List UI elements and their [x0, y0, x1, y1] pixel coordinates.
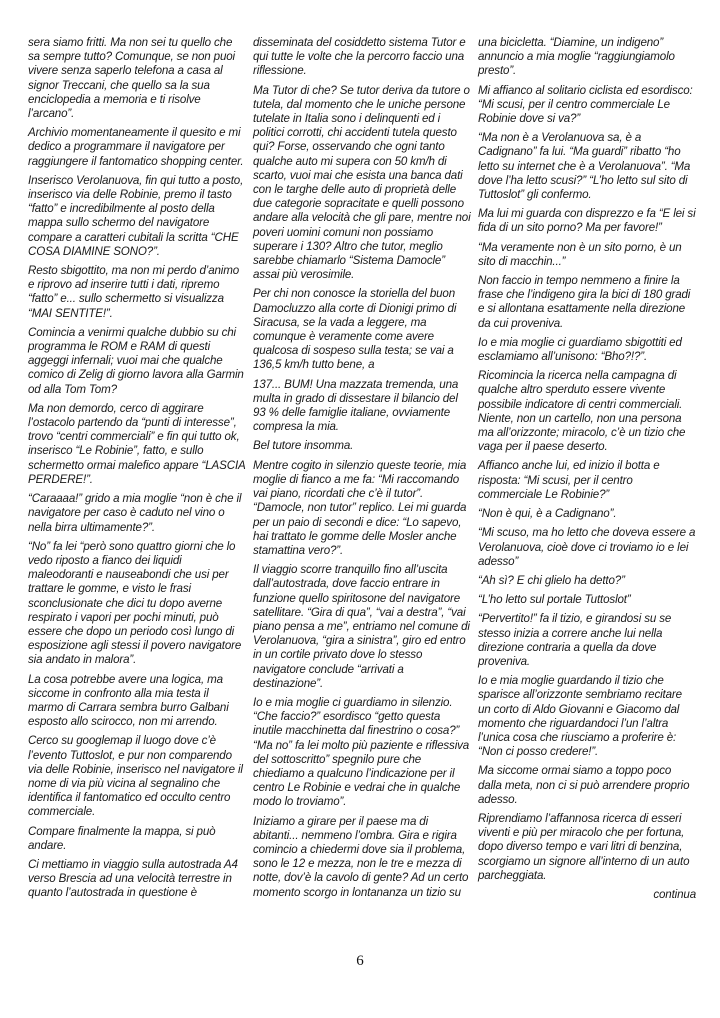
paragraph: La cosa potrebbe avere una logica, ma siccome in confronto alla mia testa il marmo di Carrara sembra burro Galbani esposto allo scirocco, non mi arrendo.: [28, 672, 229, 729]
paragraph: Resto sbigottito, ma non mi perdo d’animo e riprovo ad inserire tutti i dati, ripremo “fatto” e... sullo schermetto si visualizza “MAI SENTITE!”.: [28, 264, 240, 320]
text-column-3: [478, 36, 696, 902]
paragraph: Io e mia moglie ci guardiamo in silenzio. “Che faccio?” esordisco “getto questa inutile macchinetta dal finestrino o cosa?” “Ma no” fa lei molto più paziente e riflessiva del sottoscritto” spegnilo pure che chiediamo a qualcuno l’indicazione per il centro Le Robinie e vedrai che in qualche modo lo troviamo”.: [253, 695, 470, 809]
paragraph: Io e mia moglie ci guardiamo sbigottiti ed esclamiamo all’unisono: “Bho?!?”.: [478, 335, 682, 364]
paragraph: Io e mia moglie guardando il tizio che sparisce all’orizzonte sembriamo recitare un corto di Aldo Giovanni e Giacomo dal momento che riguardandoci l’un l’altra l’unica cosa che riusciamo a proferire è: “Non ci posso credere!”.: [478, 674, 682, 759]
continua-label: continua: [653, 887, 696, 901]
paragraph: Non faccio in tempo nemmeno a finire la frase che l’indigeno gira la bici di 180 gradi e si allontana esattamente nella direzione da cui proveniva.: [478, 274, 691, 330]
paragraph: “L’ho letto sul portale Tuttoslot”: [478, 593, 631, 607]
paragraph: Cerco su googlemap il luogo dove c’è l’evento Tuttoslot, e pur non comparendo via delle Robinie, inserisco nel navigatore il nome di via più vicina al segnalino che identifica il fantomatico ed occulto centro commerciale.: [28, 734, 243, 819]
paragraph: Ma siccome ormai siamo a toppo poco dalla meta, non ci si può arrendere proprio adesso.: [478, 764, 690, 806]
paragraph: Inserisco Verolanuova, fin qui tutto a posto, inserisco via delle Robinie, premo il tasto “fatto” e incredibilmente al posto della mappa sullo schermo del navigatore compare a caratteri cubitali la scritta “CHE COSA DIAMINE SONO?”.: [28, 173, 244, 258]
paragraph: Iniziamo a girare per il paese ma di abitanti... nemmeno l’ombra. Gira e rigira comincio a chiedermi dove sia il problema, sono le 12 e mezza, non le tre e mezza di notte, dov’è la cavolo di gente? Ad un certo momento scorgo in lontananza un tizio su: [253, 814, 469, 899]
paragraph: Comincia a venirmi qualche dubbio su chi programma le ROM e RAM di questi aggeggi infernali; vuoi mai che qualche comico di Zelig di giorno lavora alla Garmin od alla Tom Tom?: [28, 325, 244, 396]
paragraph: Ma lui mi guarda con disprezzo e fa “E lei si fida di un sito porno? Ma per favore!”: [478, 207, 696, 235]
paragraph: “No” fa lei “però sono quattro giorni che lo vedo riposto a fianco dei liquidi maleodoranti e nauseabondi che usi per trattare le gomme, e visto le frasi sconclusionate che dici tu dopo averne respirato i vapori per pochi minuti, può essere che dopo un periodo così lungo di esposizione agli stessi il povero navigatore sia andato in malora”.: [28, 539, 242, 667]
paragraph: Archivio momentaneamente il quesito e mi dedico a programmare il navigatore per raggiungere il fantomatico shopping center.: [28, 126, 244, 168]
paragraph: Compare finalmente la mappa, si può andare.: [28, 824, 216, 852]
paragraph: Per chi non conosce la storiella del buon Damocluzzo alla corte di Dionigi primo di Siracusa, se la vada a leggere, ma comunque è veramente come avere qualcosa di sospeso sulla testa; se vai a 136,5 km/h tutto bene, a: [253, 287, 457, 372]
paragraph: “Caraaaa!” grido a mia moglie “non è che il navigatore per caso è caduto nel vino o nella birra ultimamente?”.: [28, 492, 242, 534]
paragraph: 137... BUM! Una mazzata tremenda, una multa in grado di dissestare il bilancio del 93 % delle famiglie italiane, ovviamente compresa la mia.: [253, 377, 459, 434]
paragraph: Mentre cogito in silenzio queste teorie, mia moglie di fianco a me fa: “Mi raccomando vai piano, ricordati che c’è il tutor”. “Damocle, non tutor” replico. Lei mi guarda per un paio di secondi e dice: “Lo sapevo, hai trattato le gomme delle Mosler anche stamattina vero?”.: [253, 458, 467, 557]
paragraph: “Ma non è a Verolanuova sa, è a Cadignano” fa lui. “Ma guardi” ribatto “ho letto su internet che è a Verolanuova”. “Ma dove l’ha letto scusi?” “L’ho letto sul sito di Tuttoslot” gli confermo.: [478, 131, 691, 202]
paragraph: “Ma veramente non è un sito porno, è un sito di macchin...”: [478, 240, 682, 268]
paragraph: Ma non demordo, cerco di aggirare l’ostacolo partendo da “punti di interesse”, trovo “centri commerciali” e fin qui tutto ok, inserisco “Le Robinie”, fatto, e sullo schermetto ormai malefico appare “LASCIA PERDERE!”.: [28, 401, 246, 486]
paragraph: disseminata del cosiddetto sistema Tutor e qui tutte le volte che la percorro faccio una riflessione.: [253, 36, 466, 78]
text-column-1: [28, 36, 246, 906]
text-column-2: [253, 36, 471, 905]
paragraph: Riprendiamo l’affannosa ricerca di esseri viventi e più per miracolo che per fortuna, dopo diverso tempo e vari litri di benzina, scorgiamo un signore all’interno di un auto parcheggiata.: [478, 811, 690, 882]
paragraph: “Ah sì? E chi glielo ha detto?”: [478, 573, 625, 587]
paragraph: Ci mettiamo in viaggio sulla autostrada A4 verso Brescia ad una velocità terrestre in quanto l’autostrada in questione è: [28, 857, 238, 900]
paragraph: “Pervertito!” fa il tizio, e girandosi su se stesso inizia a correre anche lui nella direzione contraria a quella da dove proveniva.: [478, 612, 672, 668]
paragraph: Mi affianco al solitario ciclista ed esordisco: “Mi scusi, per il centro commerciale Le Robinie dove si va?”: [478, 83, 693, 126]
paragraph: Il viaggio scorre tranquillo fino all’uscita dall’autostrada, dove faccio entrare in funzione quello spiritosone del navigatore satellitare. “Gira di qua”, “vai a destra”, “vai piano pensa a me”, entriamo nel comune di Verolanuova, “gira a sinistra”, giro ed entro in un cortile privato dove lo stesso navigatore conclude “arrivati a destinazione”.: [253, 563, 470, 690]
paragraph: Ma Tutor di che? Se tutor deriva da tutore o tutela, dal momento che le uniche persone tutelate in Italia sono i delinquenti ed i politici corrotti, chi accidenti tutela questo qui? Forse, osservando che ogni tanto qualche auto mi supera con 50 km/h di scarto, vuoi mai che esista una banca dati con le targhe delle auto di proprietà delle due categorie sopracitate e quelli possono andare alla velocità che gli pare, mentre noi poveri uomini comuni non possiamo superare i 130? Altro che tutor, meglio sarebbe chiamarlo “Sistema Damocle” assai più verosimile.: [253, 83, 471, 282]
page-number: 6: [356, 953, 364, 969]
paragraph: una bicicletta. “Diamine, un indigeno” annuncio a mia moglie “raggiungiamolo presto”.: [478, 36, 675, 78]
paragraph: Bel tutore insomma.: [253, 439, 354, 453]
paragraph: sera siamo fritti. Ma non sei tu quello che sa sempre tutto? Comunque, se non puoi vivere senza saperlo telefona a casa al signor Treccani, che quello sa la sua enciclopedia a memoria e ti risolve l’arcano”.: [28, 36, 235, 121]
paragraph: Affianco anche lui, ed inizio il botta e risposta: “Mi scusi, per il centro commerciale Le Robinie?”: [478, 459, 660, 501]
paragraph: “Non è qui, è a Cadignano”.: [478, 507, 617, 521]
paragraph: “Mi scuso, ma ho letto che doveva essere a Verolanuova, cioè dove ci troviamo io e lei adesso”: [478, 526, 696, 568]
paragraph: Ricomincia la ricerca nella campagna di qualche altro sperduto essere vivente possibile indicatore di centri commerciali. Niente, non un cartello, non una persona ma all’orizzonte; miracolo, c’è un tizio che vaga per il paese deserto.: [478, 369, 686, 454]
